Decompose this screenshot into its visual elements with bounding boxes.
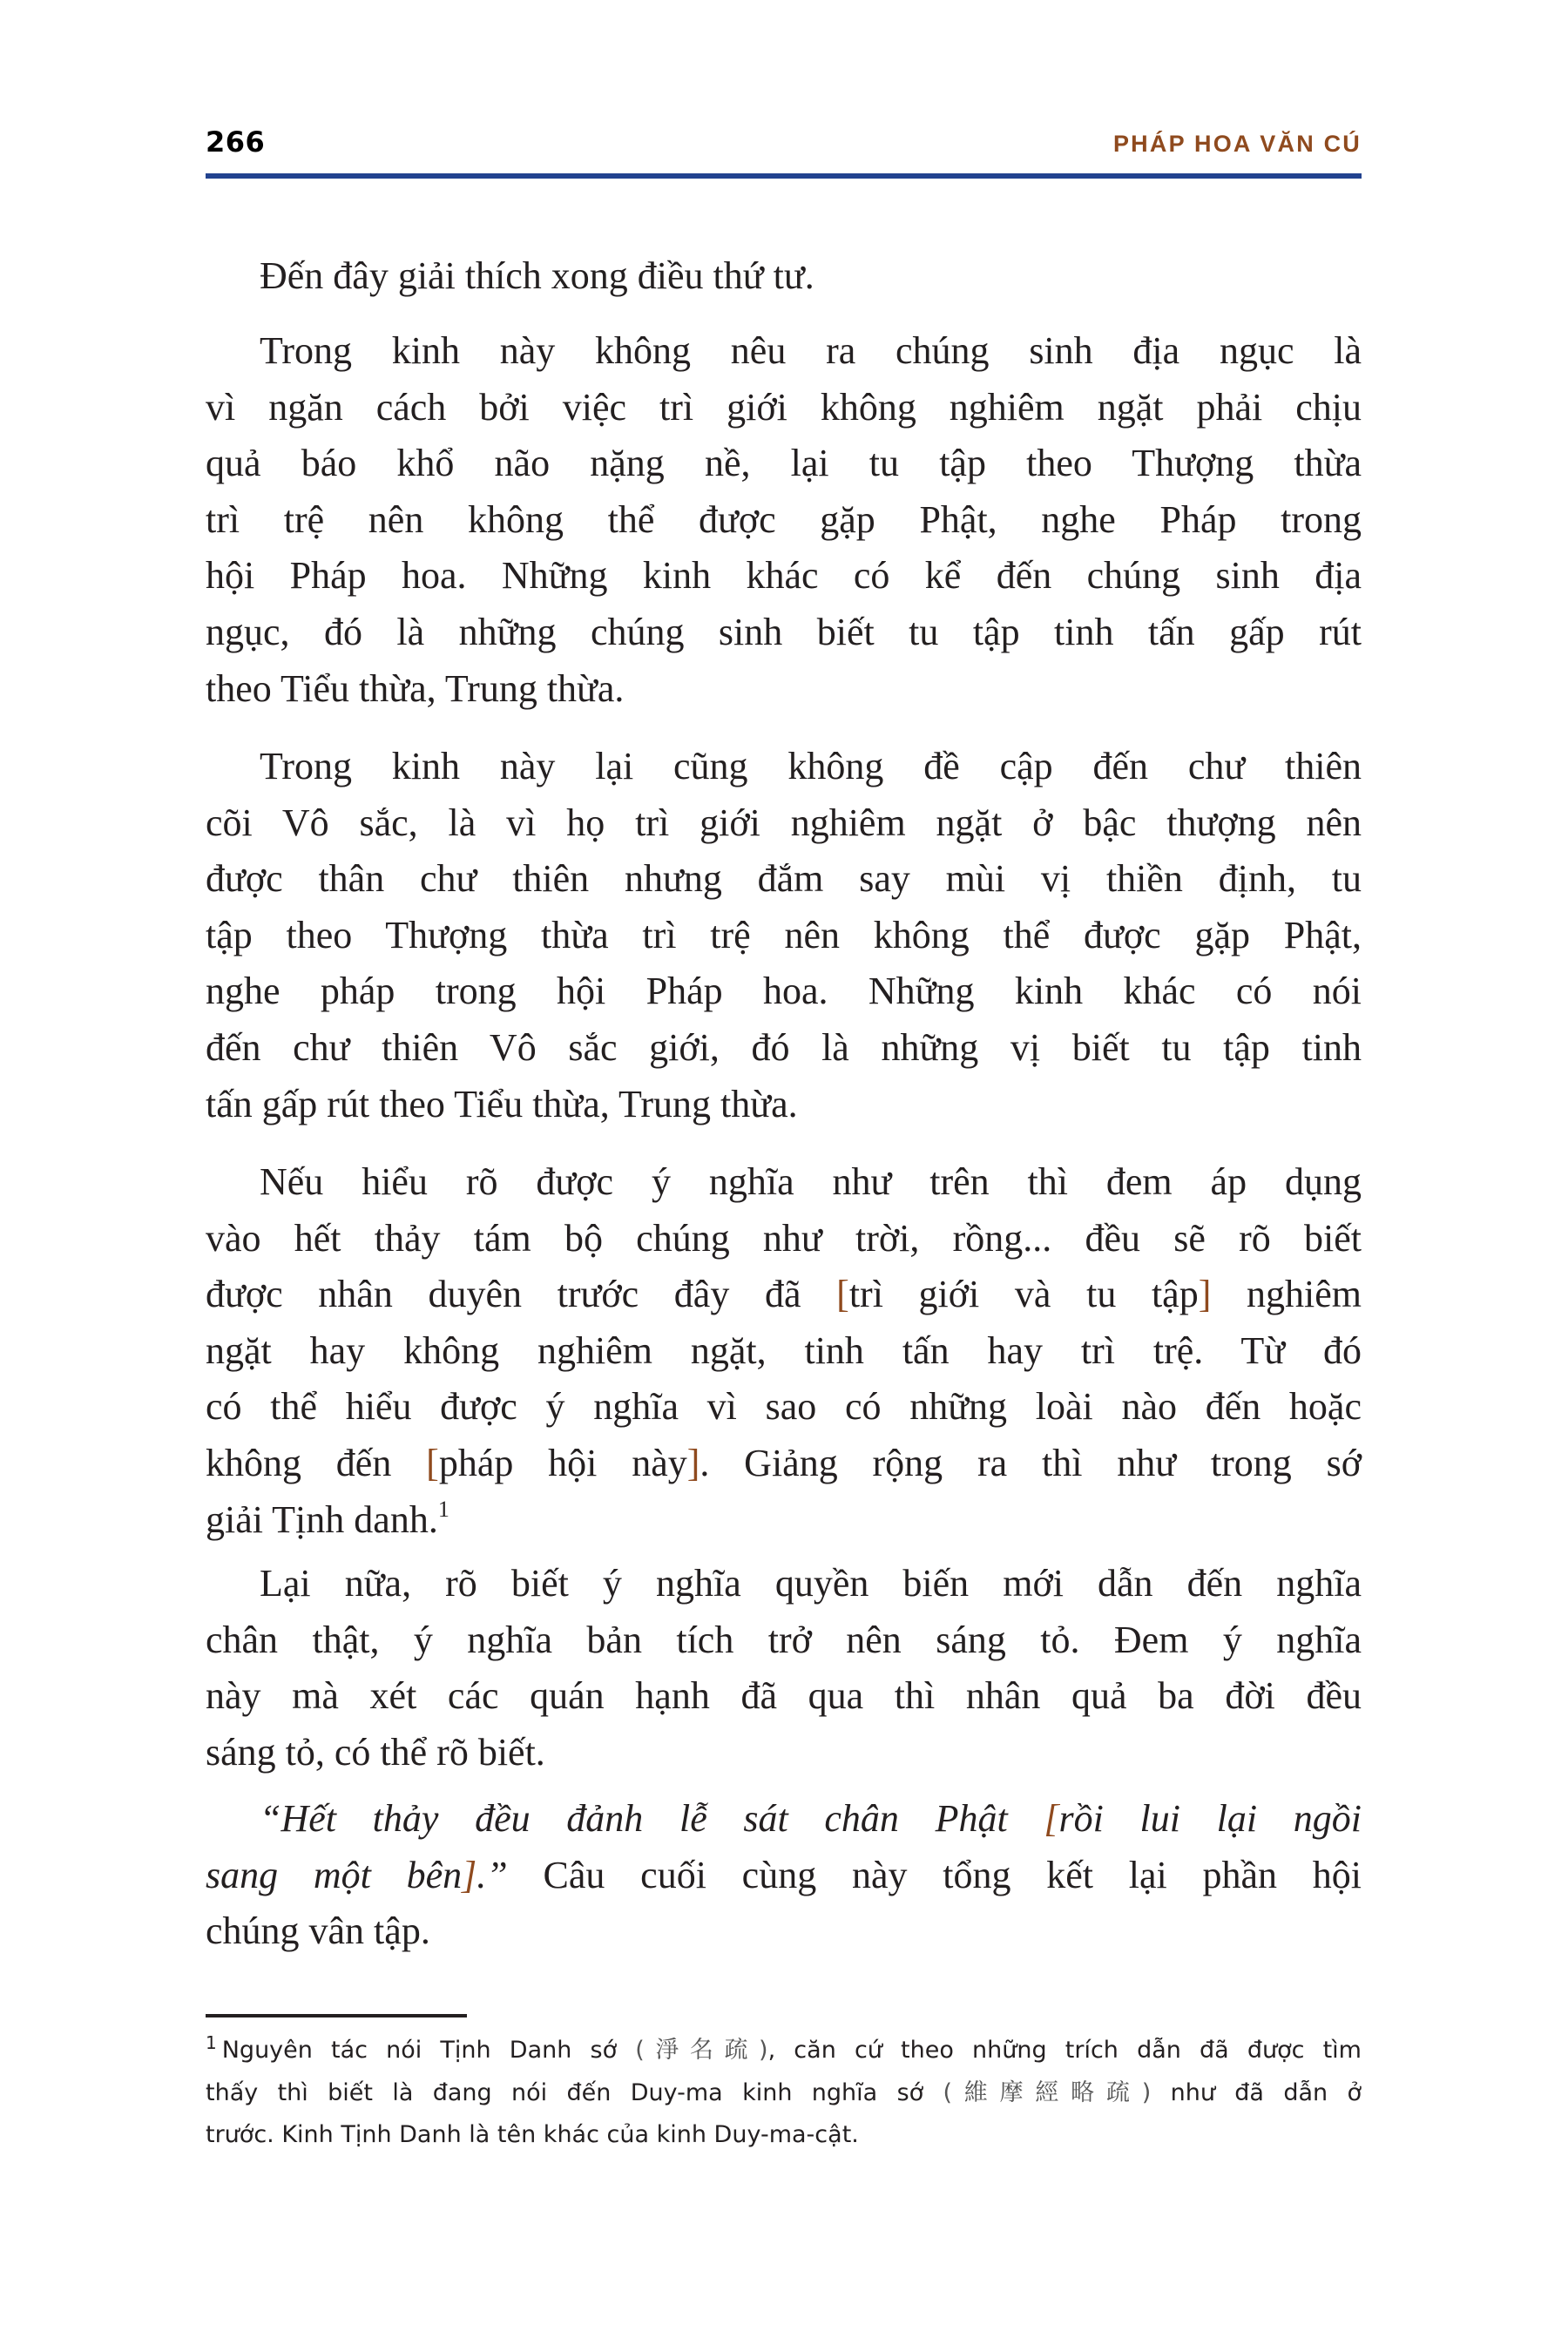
text-segment: trì giới và tu tập [848,1273,1199,1316]
paragraph [206,739,1362,1132]
text-line [206,492,1362,549]
text-segment: ngục, đó là những chúng sinh biết tu tập tinh tấn gấp rút [206,610,1362,653]
text-segment: ngặt hay không nghiêm ngặt, tinh tấn hay trì trệ. Từ đó [206,1328,1362,1372]
text-segment: được nhân duyên trước đây đã [206,1273,837,1316]
text-segment: có thể hiểu được ý nghĩa vì sao có những loài nào đến hoặc [206,1385,1362,1429]
text-line [206,908,1362,964]
text-segment: tấn gấp rút theo Tiểu thừa, Trung thừa. [206,1082,798,1125]
footnote-text: thấy thì biết là đang nói đến Duy-ma kinh nghĩa sớ [206,2078,943,2106]
chinese-title: (淨名疏) [635,2037,768,2064]
paragraph [206,248,1362,305]
text-segment: chân thật, ý nghĩa bản tích trở nên sáng tỏ. Đem ý nghĩa [206,1618,1362,1661]
text-line [206,1077,1362,1133]
text-segment: nghiêm [1211,1273,1362,1316]
editorial-bracket: [ [426,1441,439,1484]
text-segment: Trong kinh này lại cũng không đề cập đến chư thiên [260,745,1362,787]
text-line [206,1492,1362,1549]
text-line [206,1848,1362,1904]
footnote-reference[interactable]: 1 [437,1496,449,1522]
text-segment: vì ngăn cách bởi việc trì giới không nghiêm ngặt phải chịu [206,385,1362,429]
text-line [206,1725,1362,1781]
quoted-text: “Hết thảy đều đảnh lễ sát chân Phật [260,1797,1044,1840]
footnote-text: như đã dẫn ở [1151,2078,1362,2106]
text-line [206,963,1362,1020]
footnotes [206,2030,1362,2157]
quoted-text: .” [476,1853,508,1896]
text-segment: Trong kinh này không nêu ra chúng sinh địa ngục là [260,329,1362,372]
editorial-bracket: [ [1044,1797,1059,1840]
editorial-bracket: [ [836,1273,849,1316]
text-segment: Đến đây giải thích xong điều thứ tư. [260,254,814,297]
text-segment: pháp hội này [438,1441,687,1484]
page-number: 266 [206,125,266,159]
text-line [206,380,1362,436]
footnote-text: Nguyên tác nói Tịnh Danh sớ [221,2037,636,2064]
footnote-line [206,2114,1362,2157]
text-segment: nghe pháp trong hội Pháp hoa. Những kinh khác có nói [206,970,1362,1013]
text-line [206,248,1362,305]
text-line [206,851,1362,908]
text-line [206,1211,1362,1267]
text-segment: theo Tiểu thừa, Trung thừa. [206,666,625,710]
footnote-separator [206,2014,467,2017]
text-segment: hội Pháp hoa. Những kinh khác có kể đến chúng sinh địa [206,554,1362,598]
paragraph [206,1556,1362,1781]
text-segment: . Giảng rộng ra thì như trong sớ [700,1441,1362,1484]
text-line [206,605,1362,661]
text-segment: quả báo khổ não nặng nề, lại tu tập theo Thượng thừa [206,442,1362,485]
chinese-title: (維摩經略疏) [943,2078,1152,2106]
text-segment: trì trệ nên không thể được gặp Phật, nghe Pháp trong [206,497,1362,541]
quoted-text: rồi lui lại ngồi [1058,1797,1362,1840]
text-line [206,1267,1362,1323]
footnote-text: trước. Kinh Tịnh Danh là tên khác của kinh Duy-ma-cật. [206,2121,859,2148]
running-header [206,125,1362,159]
text-segment: sáng tỏ, có thể rõ biết. [206,1730,545,1774]
text-segment: giải Tịnh danh. [206,1497,438,1541]
text-segment: chúng vân tập. [206,1909,430,1953]
text-segment: Lại nữa, rõ biết ý nghĩa quyền biến mới dẫn đến nghĩa [260,1562,1362,1605]
footnote-line [206,2072,1362,2115]
quoted-text: sang một bên [206,1853,463,1896]
text-line [206,739,1362,795]
paragraph [206,1154,1362,1548]
text-line [206,323,1362,380]
text-line [206,1556,1362,1612]
footnote-marker: 1 [206,2032,217,2053]
text-line [206,1020,1362,1077]
footnote [206,2030,1362,2157]
text-segment: này mà xét các quán hạnh đã qua thì nhân quả ba đời đều [206,1674,1362,1718]
text-line [206,1379,1362,1436]
text-line [206,1436,1362,1492]
editorial-bracket: ] [1198,1273,1212,1316]
paragraph [206,323,1362,717]
footnote-line [206,2030,1362,2072]
text-segment: Nếu hiểu rõ được ý nghĩa như trên thì đem áp dụng [260,1160,1362,1203]
text-line [206,795,1362,852]
text-line [206,1154,1362,1211]
text-segment: Câu cuối cùng này tổng kết lại phần hội [507,1853,1362,1896]
quote-paragraph [206,1791,1362,1960]
footnote-text: , căn cứ theo những trích dẫn đã được tìm [767,2037,1362,2064]
text-line [206,1791,1362,1848]
text-line [206,548,1362,605]
text-line [206,661,1362,718]
text-segment: cõi Vô sắc, là vì họ trì giới nghiêm ngặt ở bậc thượng nên [206,801,1362,844]
text-segment: được thân chư thiên nhưng đắm say mùi vị thiền định, tu [206,857,1362,901]
text-line [206,1668,1362,1725]
book-title: PHÁP HOA VĂN CÚ [1112,131,1362,157]
text-segment: không đến [206,1441,427,1484]
editorial-bracket: ] [462,1853,477,1896]
text-line [206,1903,1362,1960]
header-rule [206,173,1362,179]
editorial-bracket: ] [686,1441,700,1484]
text-line [206,1612,1362,1669]
text-segment: đến chư thiên Vô sắc giới, đó là những vị biết tu tập tinh [206,1025,1362,1069]
text-line [206,1323,1362,1380]
text-line [206,436,1362,492]
text-segment: vào hết thảy tám bộ chúng như trời, rồng... đều sẽ rõ biết [206,1216,1362,1260]
text-segment: tập theo Thượng thừa trì trệ nên không thể được gặp Phật, [206,913,1362,956]
